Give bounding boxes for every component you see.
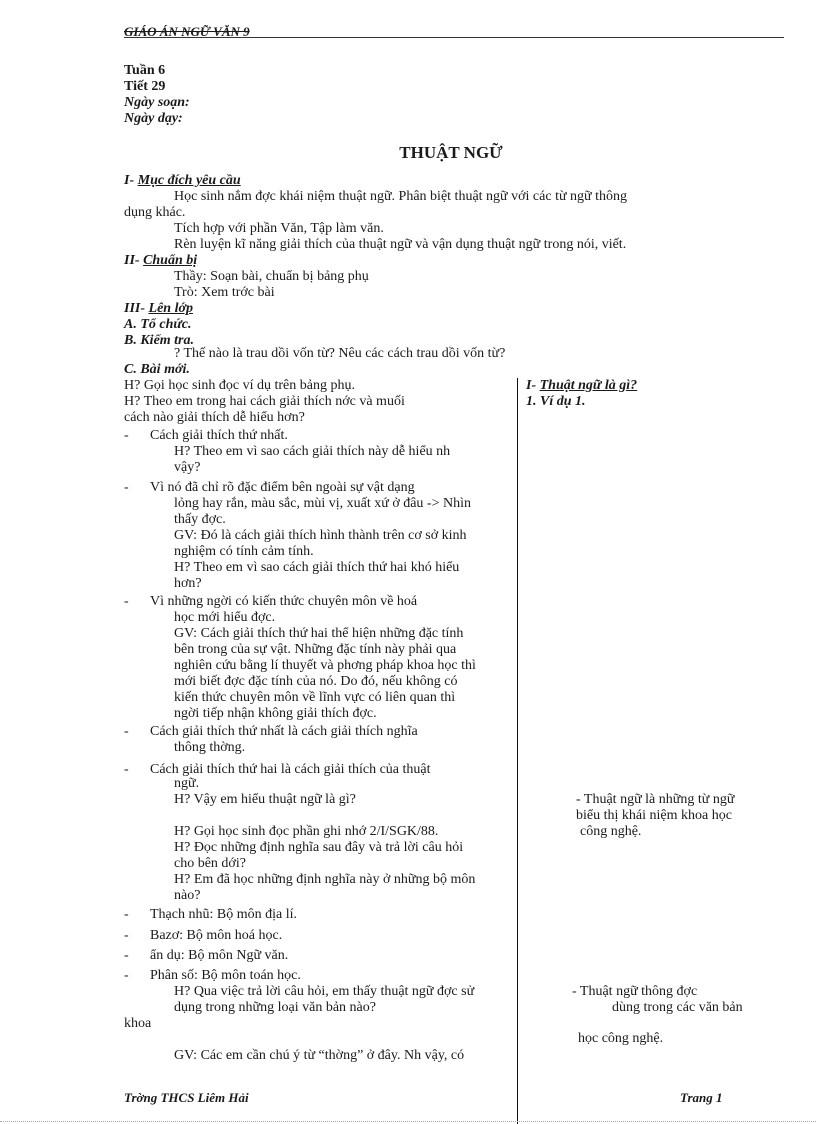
left-line: H? Gọi học sinh đọc ví dụ trên bảng phụ. (124, 378, 355, 393)
right-heading-num: I- (526, 378, 540, 393)
left-line: Vì nó đã chỉ rõ đặc điểm bên ngoài sự vật dạng (150, 480, 415, 495)
header-rule (124, 37, 784, 38)
section-3-title: Lên lớp (148, 301, 193, 316)
left-line: GV: Các em cần chú ý từ “thờng” ở đây. Nh vậy, có (174, 1048, 465, 1063)
left-line: ẩn dụ: Bộ môn Ngữ văn. (150, 948, 289, 963)
left-line: H? Theo em vì sao cách giải thích này dễ hiểu nh (174, 444, 451, 459)
left-line: kiến thức chuyên môn về lĩnh vực có liên quan thì (174, 690, 456, 705)
section-1-title: Mục đích yêu cầu (137, 173, 241, 188)
left-line: vậy? (174, 460, 201, 475)
bullet-dash: - (124, 762, 129, 777)
teach-date-label: Ngày dạy: (124, 111, 183, 126)
goal-line-4: Rèn luyện kĩ năng giải thích của thuật ngữ và vận dụng thuật ngữ trong nói, viết. (174, 237, 627, 252)
left-line: H? Vậy em hiểu thuật ngữ là gì? (174, 792, 356, 807)
section-1-heading (124, 173, 241, 189)
goal-line-2: dụng khác. (124, 205, 186, 220)
left-line: mới biết đợc đặc tính của nó. Do đó, nếu không có (174, 674, 458, 689)
left-line: học mới hiểu đợc. (174, 610, 276, 625)
week-label: Tuần 6 (124, 63, 166, 78)
bullet-dash: - (124, 948, 129, 963)
step-c: C. Bài mới. (124, 362, 190, 377)
left-line: H? Qua việc trả lời câu hỏi, em thấy thuật ngữ đợc sử (174, 984, 475, 999)
left-line: ngữ. (174, 776, 200, 791)
bullet-dash: - (124, 428, 129, 443)
right-line: - Thuật ngữ thông đợc (572, 984, 698, 999)
right-line: công nghệ. (580, 824, 642, 839)
left-line: H? Theo em vì sao cách giải thích thứ hai khó hiểu (174, 560, 460, 575)
prep-date-label: Ngày soạn: (124, 95, 190, 110)
right-line: học công nghệ. (578, 1031, 664, 1046)
left-line: nghiệm có tính cảm tính. (174, 544, 314, 559)
left-line: Vì những ngời có kiến thức chuyên môn về hoá (150, 594, 418, 609)
column-divider (517, 378, 518, 1124)
left-line: nào? (174, 888, 201, 903)
section-1-num: I- (124, 173, 138, 188)
period-label: Tiết 29 (124, 79, 166, 94)
left-line: cho bên dới? (174, 856, 246, 871)
left-line: Cách giải thích thứ nhất. (150, 428, 288, 443)
bullet-dash: - (124, 928, 129, 943)
left-line: Thạch nhũ: Bộ môn địa lí. (150, 907, 297, 922)
left-line: ngời tiếp nhận không giải thích đợc. (174, 706, 377, 721)
goal-line-3: Tích hợp với phần Văn, Tập làm văn. (174, 221, 384, 236)
lesson-title: THUẬT NGỮ (399, 143, 503, 162)
step-b: B. Kiểm tra. (124, 333, 195, 348)
step-a: A. Tổ chức. (124, 317, 192, 332)
section-2-num: II- (124, 253, 144, 268)
left-line: nghiên cứu bằng lí thuyết và phơng pháp khoa học thì (174, 658, 476, 673)
left-line: H? Gọi học sinh đọc phần ghi nhớ 2/I/SGK/88. (174, 824, 439, 839)
left-line: GV: Đó là cách giải thích hình thành trên cơ sở kinh (174, 528, 467, 543)
left-line: thấy đợc. (174, 512, 226, 527)
right-subheading: 1. Ví dụ 1. (526, 394, 586, 409)
bullet-dash: - (124, 724, 129, 739)
header-title: GIÁO ÁN NGỮ VĂN 9 (124, 24, 250, 39)
prep-student: Trò: Xem trớc bài (174, 285, 275, 300)
section-2-heading (124, 253, 197, 269)
left-line: cách nào giải thích dễ hiểu hơn? (124, 410, 305, 425)
left-line: Cách giải thích thứ nhất là cách giải thích nghĩa (150, 724, 418, 739)
left-line: thông thờng. (174, 740, 246, 755)
footer-school: Trờng THCS Liêm Hải (124, 1090, 249, 1105)
left-line: dụng trong những loại văn bản nào? (174, 1000, 376, 1015)
left-line: lỏng hay rắn, màu sắc, mùi vị, xuất xứ ở đâu -> Nhìn (174, 496, 471, 511)
bullet-dash: - (124, 968, 129, 983)
bullet-dash: - (124, 594, 129, 609)
left-line: GV: Cách giải thích thứ hai thể hiện những đặc tính (174, 626, 464, 641)
left-line: bên trong của sự vật. Những đặc tính này phải qua (174, 642, 457, 657)
check-question: ? Thế nào là trau dồi vốn từ? Nêu các cách trau dồi vốn từ? (174, 346, 506, 361)
left-line: khoa (124, 1016, 152, 1031)
right-heading-1 (526, 378, 637, 394)
section-3-num: III- (124, 301, 149, 316)
left-line: Phân số: Bộ môn toán học. (150, 968, 301, 983)
section-2-title: Chuẩn bị (143, 253, 198, 268)
left-line: hơn? (174, 576, 202, 591)
left-line: H? Em đã học những định nghĩa này ở những bộ môn (174, 872, 476, 887)
footer-page: Trang 1 (680, 1090, 723, 1105)
bullet-dash: - (124, 480, 129, 495)
bullet-dash: - (124, 907, 129, 922)
right-line: dùng trong các văn bản (612, 1000, 743, 1015)
section-3-heading (124, 301, 193, 317)
left-line: Cách giải thích thứ hai là cách giải thích của thuật (150, 762, 431, 777)
left-line: H? Đọc những định nghĩa sau đây và trả lời câu hỏi (174, 840, 464, 855)
right-line: biểu thị khái niệm khoa học (576, 808, 732, 823)
page-bottom-edge (0, 1121, 816, 1122)
right-line: - Thuật ngữ là những từ ngữ (576, 792, 735, 807)
prep-teacher: Thầy: Soạn bài, chuẩn bị bảng phụ (174, 269, 369, 284)
right-heading-title: Thuật ngữ là gì? (539, 378, 638, 393)
left-line: H? Theo em trong hai cách giải thích nớc và muối (124, 394, 405, 409)
left-line: Bazơ: Bộ môn hoá học. (150, 928, 283, 943)
goal-line-1: Học sinh nắm đợc khái niệm thuật ngữ. Phân biệt thuật ngữ với các từ ngữ thông (174, 189, 628, 204)
